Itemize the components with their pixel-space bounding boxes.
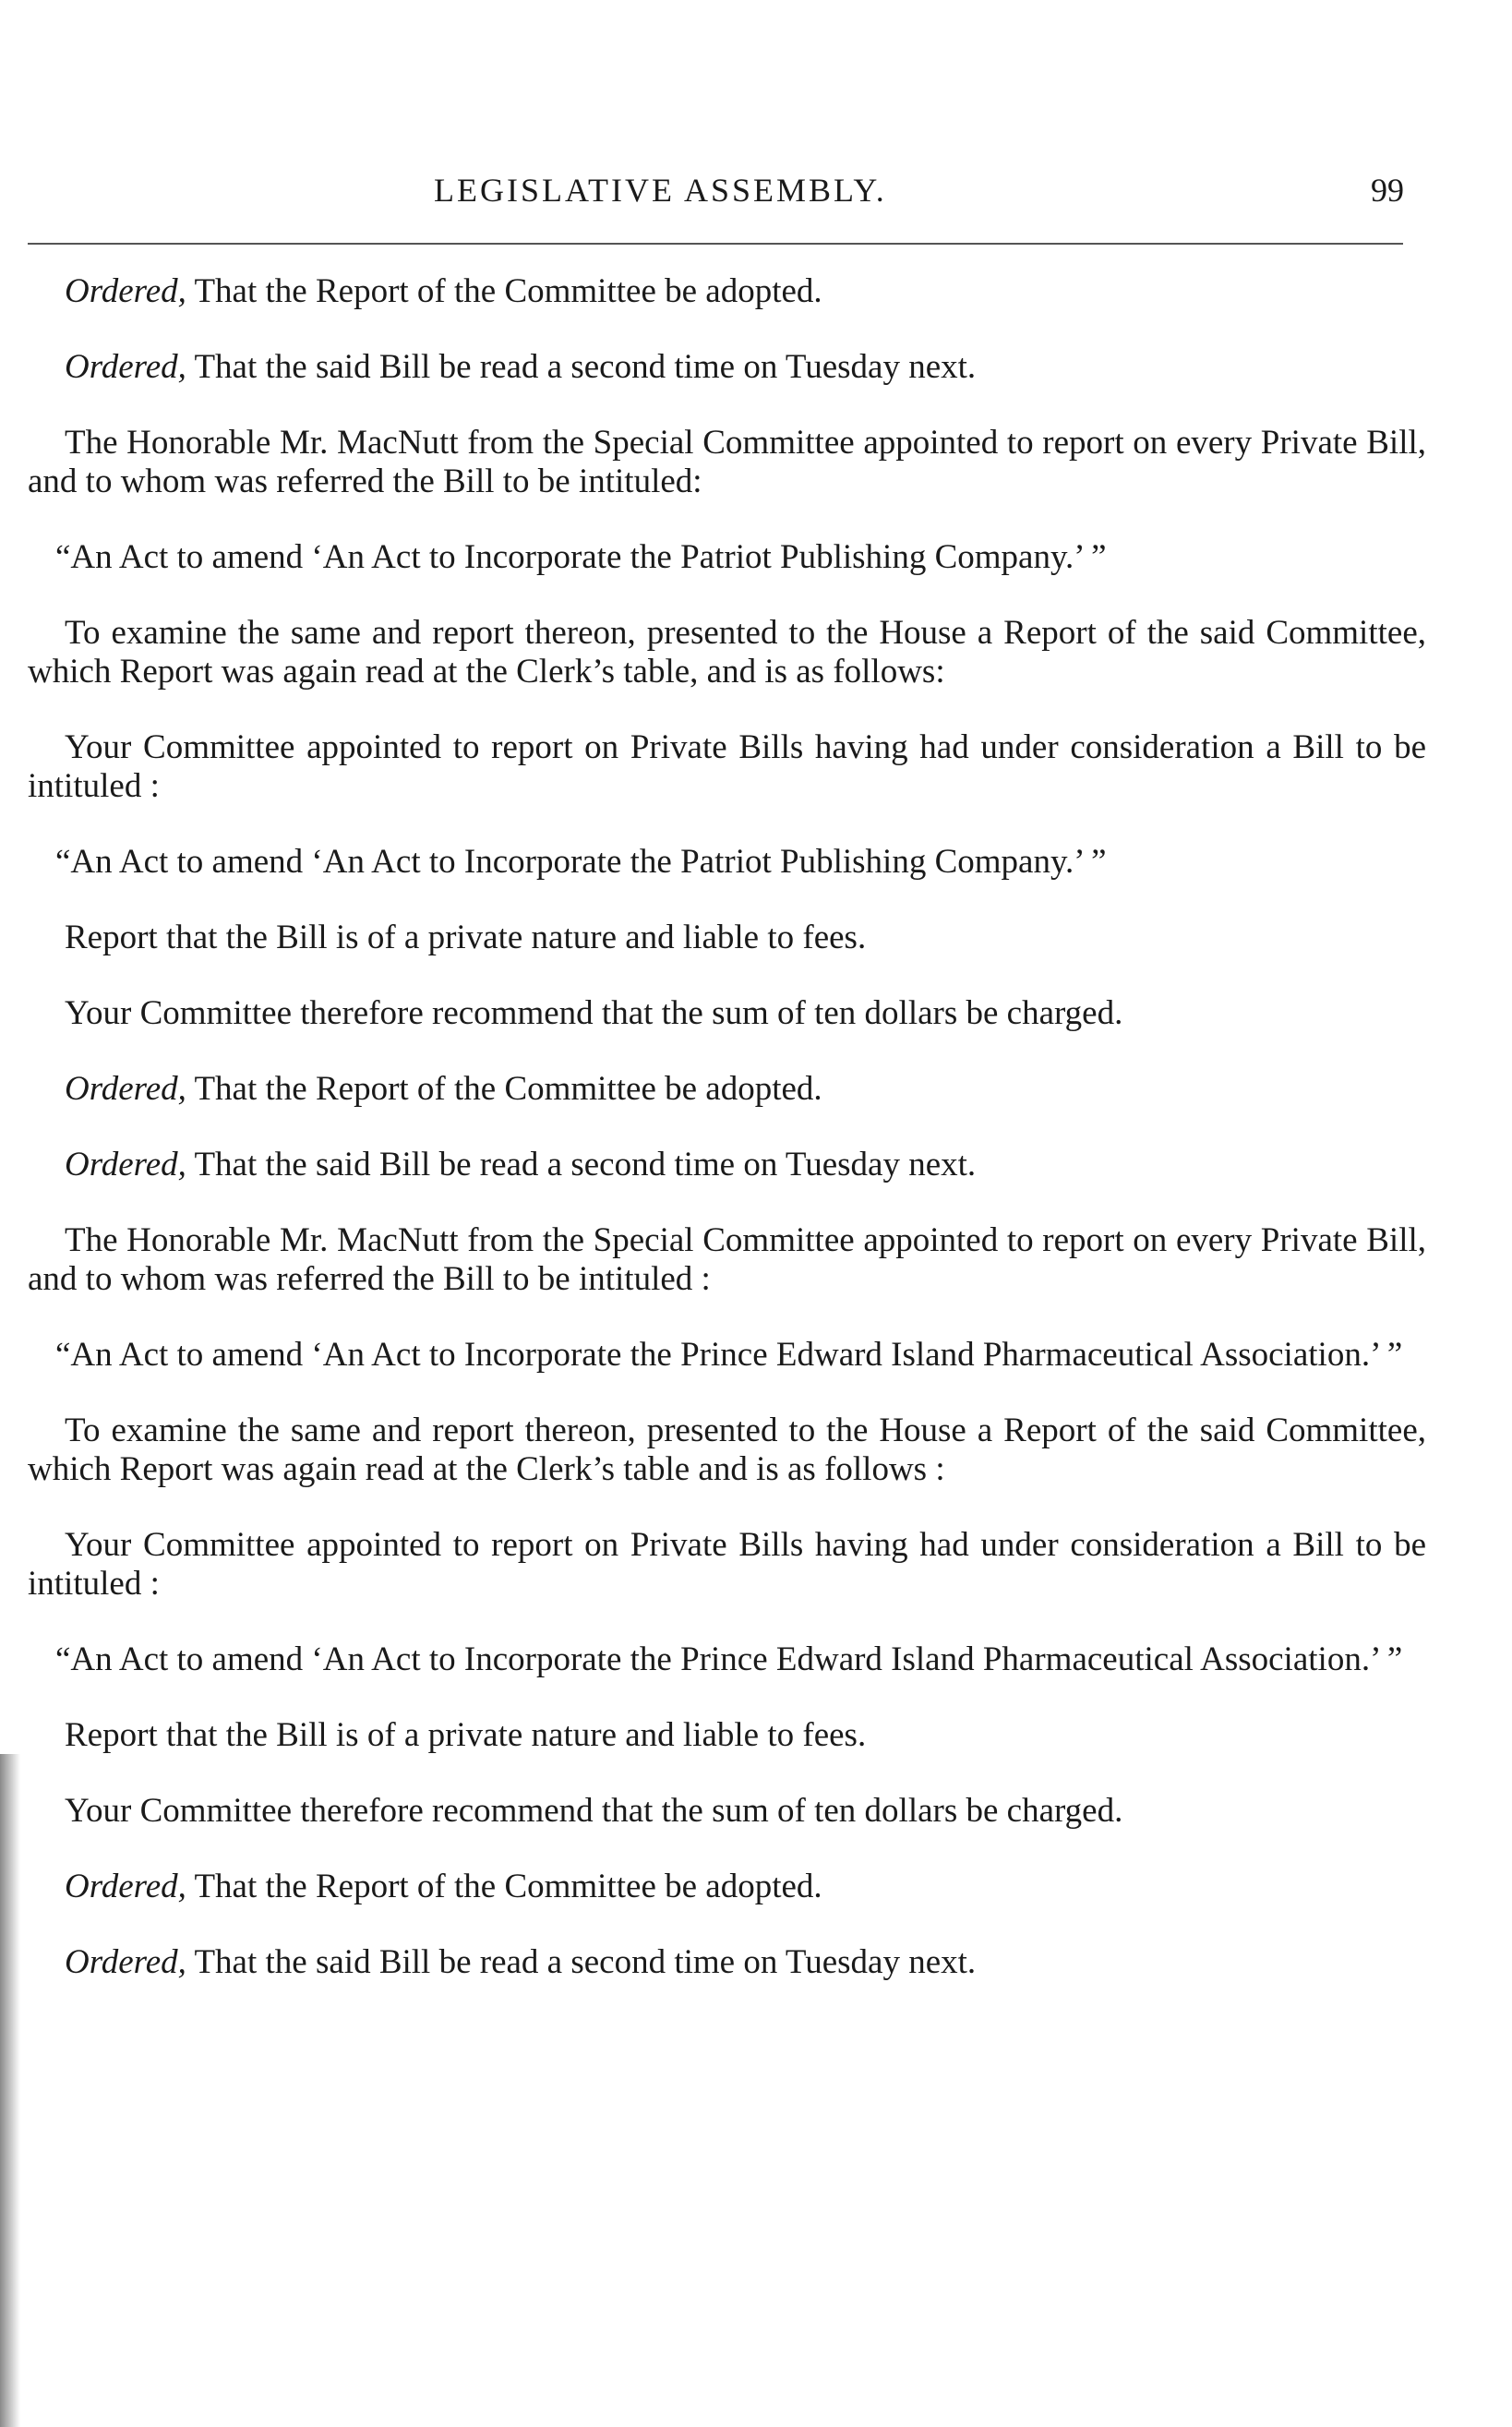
- ordered-lead: Ordered,: [65, 1070, 186, 1108]
- running-header: [0, 171, 1512, 217]
- paragraph-text: To examine the same and report thereon, presented to the House a Report of the said Committee, which Report was again read at the Clerk’s table, and is as follows:: [28, 614, 1426, 691]
- paragraph: [28, 272, 1426, 311]
- paragraph: [28, 728, 1426, 806]
- paragraph: [28, 348, 1426, 387]
- paragraph: [28, 1526, 1426, 1604]
- paragraph: [28, 1221, 1426, 1299]
- paragraph: [28, 424, 1426, 501]
- paragraph-text: That the Report of the Committee be adopted.: [186, 1070, 822, 1108]
- paragraph-text: That the said Bill be read a second time on Tuesday next.: [186, 1146, 977, 1183]
- paragraph: [28, 1412, 1426, 1489]
- header-rule: [28, 243, 1403, 245]
- ordered-lead: Ordered,: [65, 1868, 186, 1905]
- scan-edge-shadow: [0, 1754, 20, 2427]
- ordered-lead: Ordered,: [65, 348, 186, 386]
- ordered-lead: Ordered,: [65, 1943, 186, 1981]
- paragraph-text: The Honorable Mr. MacNutt from the Special Committee appointed to report on every Private Bill, and to whom was referred the Bill to be intituled :: [28, 1221, 1426, 1298]
- paragraph-text: To examine the same and report thereon, presented to the House a Report of the said Committee, which Report was again read at the Clerk’s table and is as follows :: [28, 1412, 1426, 1488]
- paragraph: [28, 1640, 1426, 1679]
- paragraph: [28, 843, 1426, 882]
- paragraph-text: Report that the Bill is of a private nature and liable to fees.: [65, 919, 867, 956]
- page-number: 99: [1371, 172, 1404, 209]
- paragraph-text: That the Report of the Committee be adopted.: [186, 1868, 822, 1905]
- running-title: LEGISLATIVE ASSEMBLY.: [434, 172, 887, 209]
- paragraph: [28, 1792, 1426, 1831]
- paragraph: [28, 538, 1426, 577]
- paragraph-text: That the said Bill be read a second time on Tuesday next.: [186, 348, 977, 386]
- paragraph-text: Your Committee therefore recommend that the sum of ten dollars be charged.: [65, 994, 1123, 1032]
- paragraph: [28, 994, 1426, 1033]
- paragraph: [28, 1336, 1426, 1375]
- paragraph-text: The Honorable Mr. MacNutt from the Special Committee appointed to report on every Private Bill, and to whom was referred the Bill to be intituled:: [28, 424, 1426, 500]
- paragraph-text: Report that the Bill is of a private nature and liable to fees.: [65, 1716, 867, 1754]
- paragraph-text: “An Act to amend ‘An Act to Incorporate the Patriot Publishing Company.’ ”: [55, 843, 1107, 881]
- paragraph-text: That the said Bill be read a second time on Tuesday next.: [186, 1943, 977, 1981]
- paragraph: [28, 1868, 1426, 1906]
- ordered-lead: Ordered,: [65, 272, 186, 310]
- paragraph: [28, 1146, 1426, 1184]
- paragraph-text: That the Report of the Committee be adopted.: [186, 272, 822, 310]
- paragraph: [28, 919, 1426, 957]
- paragraph-text: “An Act to amend ‘An Act to Incorporate the Prince Edward Island Pharmaceutical Association.’ ”: [55, 1640, 1403, 1678]
- ordered-lead: Ordered,: [65, 1146, 186, 1183]
- paragraph-text: Your Committee appointed to report on Private Bills having had under consideration a Bill to be intituled :: [28, 728, 1426, 805]
- paragraph-text: Your Committee appointed to report on Private Bills having had under consideration a Bill to be intituled :: [28, 1526, 1426, 1603]
- paragraph: [28, 1943, 1426, 1982]
- paragraph: [28, 1070, 1426, 1109]
- paragraph-text: “An Act to amend ‘An Act to Incorporate the Patriot Publishing Company.’ ”: [55, 538, 1107, 576]
- paragraph: [28, 614, 1426, 691]
- body-text: [28, 272, 1426, 2019]
- paragraph: [28, 1716, 1426, 1755]
- paragraph-text: Your Committee therefore recommend that the sum of ten dollars be charged.: [65, 1792, 1123, 1830]
- paragraph-text: “An Act to amend ‘An Act to Incorporate the Prince Edward Island Pharmaceutical Association.’ ”: [55, 1336, 1403, 1374]
